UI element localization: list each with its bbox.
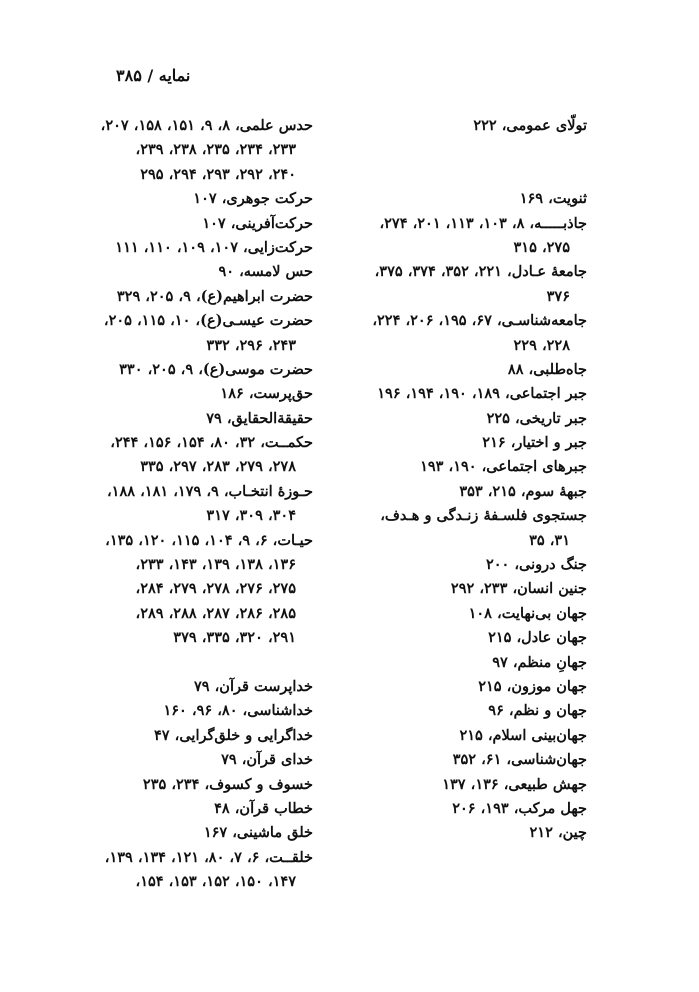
index-entry-continuation: ۲۷۵، ۳۱۵	[513, 238, 570, 256]
index-spacer	[377, 163, 587, 187]
page-header: نمایه / ۳۸۵	[116, 66, 191, 85]
index-entry: خدای قرآن، ۷۹	[221, 751, 313, 769]
index-entry: جهانِ منظم، ۹۷	[492, 653, 587, 671]
index-entry: جنگ درونی، ۲۰۰	[485, 556, 587, 574]
index-entry: خطاب قرآن، ۴۸	[214, 799, 313, 817]
index-entry: جهان‌بینی اسلام، ۲۱۵	[459, 726, 587, 744]
index-column-left	[100, 114, 313, 895]
index-entry: حضرت موسی(ع)، ۹، ۲۰۵، ۳۳۰	[119, 360, 313, 378]
index-entry-continuation: ۳۱، ۳۵	[529, 531, 570, 549]
index-entry: حس لامسه، ۹۰	[218, 263, 313, 281]
index-entry: جهل مرکب، ۱۹۳، ۲۰۶	[452, 799, 587, 817]
index-entry-continuation: ۱۴۷، ۱۵۰، ۱۵۲، ۱۵۳، ۱۵۴،	[135, 873, 296, 891]
index-entry: جبر و اختیار، ۲۱۶	[482, 434, 587, 452]
index-entry-continuation: ۱۳۶، ۱۳۸، ۱۳۹، ۱۴۳، ۲۳۳،	[135, 556, 296, 574]
index-entry: جبهۀ سوم، ۲۱۵، ۳۵۳	[459, 482, 587, 500]
index-entry-continuation: ۲۷۸، ۲۷۹، ۲۸۳، ۲۹۷، ۳۳۵	[140, 458, 296, 476]
index-entry-continuation: ۲۸۵، ۲۸۶، ۲۸۷، ۲۸۸، ۲۸۹،	[135, 604, 296, 622]
index-entry: خداگرایی و خلق‌گرایی، ۴۷	[154, 726, 313, 744]
index-entry: حرکت جوهری، ۱۰۷	[193, 190, 313, 208]
index-entry: جنین انسان، ۲۳۳، ۲۹۲	[450, 580, 587, 598]
index-entry-continuation: ۲۴۰، ۲۹۲، ۲۹۳، ۲۹۴، ۲۹۵	[140, 165, 296, 183]
index-entry: جهان‌شناسی، ۶۱، ۳۵۲	[452, 751, 587, 769]
index-entry: حضرت عیسـی(ع)، ۱۰، ۱۱۵، ۲۰۵،	[103, 312, 313, 330]
index-entry-continuation: ۲۲۸، ۲۲۹	[513, 336, 570, 354]
index-entry-continuation: ۳۷۶	[546, 287, 570, 305]
index-entry: ثنویت، ۱۶۹	[519, 190, 587, 208]
index-entry: جبر اجتماعی، ۱۸۹، ۱۹۰، ۱۹۴، ۱۹۶	[377, 385, 587, 403]
index-entry: حرکت‌زایی، ۱۰۷، ۱۰۹، ۱۱۰، ۱۱۱	[115, 238, 313, 256]
index-entry-continuation: ۳۰۴، ۳۰۹، ۳۱۷	[206, 507, 296, 525]
index-entry: حقیقةالحقایق، ۷۹	[206, 409, 313, 427]
index-entry: جبر تاریخی، ۲۲۵	[486, 409, 587, 427]
index-entry-continuation: ۲۷۵، ۲۷۶، ۲۷۸، ۲۷۹، ۲۸۴،	[135, 580, 296, 598]
index-entry: جستجوی فلسـفۀ زنـدگی و هـدف،	[380, 507, 587, 525]
index-column-right	[372, 114, 587, 846]
index-entry-continuation: ۲۳۳، ۲۳۴، ۲۳۵، ۲۳۸، ۲۳۹،	[135, 141, 296, 159]
index-entry: جهان عادل، ۲۱۵	[488, 629, 587, 647]
index-entry: جامعۀ عـادل، ۲۲۱، ۳۵۲، ۳۷۴، ۳۷۵،	[374, 263, 587, 281]
index-entry: خداشناسی، ۸۰، ۹۶، ۱۶۰	[163, 702, 313, 720]
index-entry: حرکت‌آفرینی، ۱۰۷	[202, 214, 313, 232]
index-entry: جاه‌طلبی، ۸۸	[507, 360, 587, 378]
index-entry: تولّای عمومی، ۲۲۲	[473, 117, 587, 134]
index-entry: جاذبـــــه، ۸، ۱۰۳، ۱۱۳، ۲۰۱، ۲۷۴،	[379, 214, 587, 232]
index-entry: جامعه‌شناسـی، ۶۷، ۱۹۵، ۲۰۶، ۲۲۴،	[372, 312, 587, 330]
index-spacer	[103, 651, 313, 675]
index-entry: جهان بی‌نهایت، ۱۰۸	[468, 604, 587, 622]
index-spacer	[377, 138, 587, 162]
index-entry: حیـات، ۶، ۹، ۱۰۴، ۱۱۵، ۱۲۰، ۱۳۵،	[105, 531, 313, 549]
index-entry-continuation: ۲۹۱، ۳۲۰، ۳۳۵، ۳۷۹	[173, 629, 296, 647]
index-entry-continuation: ۲۴۳، ۲۹۶، ۳۳۲	[206, 336, 296, 354]
index-entry: حکمــت، ۳۲، ۸۰، ۱۵۴، ۱۵۶، ۲۴۴،	[110, 434, 313, 452]
index-entry: خداپرست قرآن، ۷۹	[194, 677, 313, 695]
index-entry: خلق ماشینی، ۱۶۷	[203, 824, 313, 842]
index-entry: حدس علمی، ۸، ۹، ۱۵۱، ۱۵۸، ۲۰۷،	[100, 117, 313, 134]
index-entry: جهان و نظم، ۹۶	[488, 702, 587, 720]
index-entry: خلقــت، ۶، ۷، ۸۰، ۱۲۱، ۱۳۴، ۱۳۹،	[104, 848, 313, 866]
index-entry: حـوزۀ انتخـاب، ۹، ۱۷۹، ۱۸۱، ۱۸۸،	[106, 482, 313, 500]
index-entry: حضرت ابراهیم(ع)، ۹، ۲۰۵، ۳۲۹	[116, 287, 313, 305]
index-entry: چین، ۲۱۲	[529, 824, 587, 842]
index-entry: حق‌پرست، ۱۸۶	[220, 385, 313, 403]
index-entry: جهش طبیعی، ۱۳۶، ۱۳۷	[442, 775, 587, 793]
index-entry: جبرهای اجتماعی، ۱۹۰، ۱۹۳	[420, 458, 587, 476]
index-entry: خسوف و کسوف، ۲۳۴، ۲۳۵	[142, 775, 313, 793]
index-entry: جهان موزون، ۲۱۵	[478, 677, 587, 695]
